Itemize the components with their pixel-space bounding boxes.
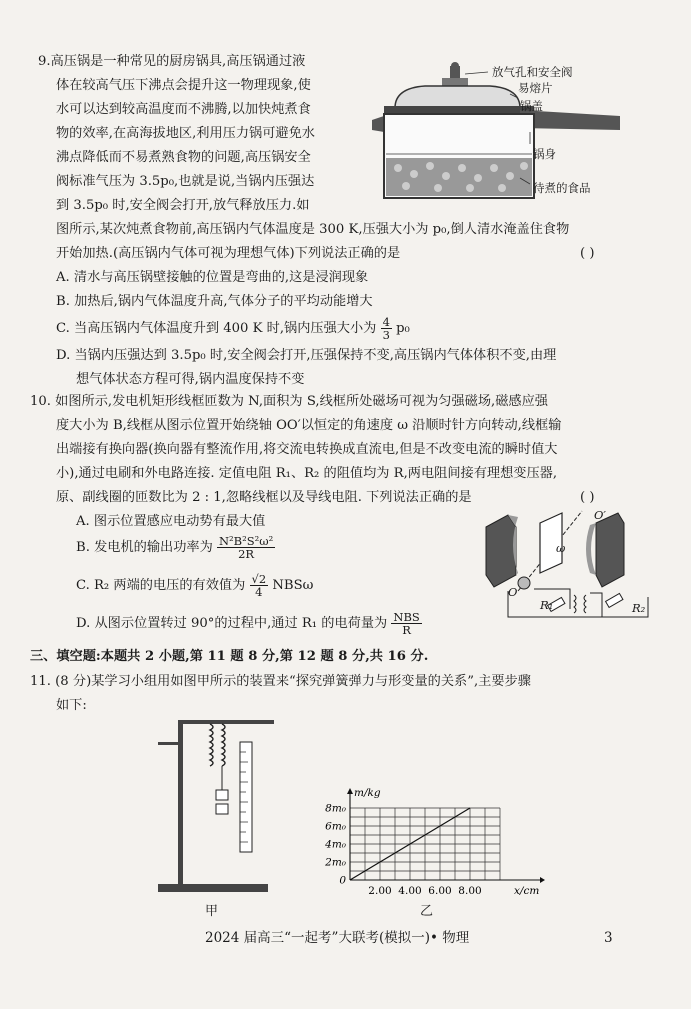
resistor-r2-shape (606, 593, 623, 607)
hook-mass-shape (216, 790, 228, 800)
q10-option-b-fraction (217, 535, 275, 560)
q11-line-1: 11. (8 分)某学习小组用如图甲所示的装置来“探究弹簧弹力与形变量的关系”,主要步骤 (30, 674, 531, 689)
x-tick-label: 6.00 (428, 885, 452, 897)
q10-option-c (76, 573, 313, 598)
x-axis-label: x/cm (514, 885, 540, 897)
y-tick-label: 8m₀ (325, 802, 346, 815)
q10-line-3: 出端接有换向器(换向器有整流作用,将交流电转换成直流电,但是不改变电流的瞬时值大 (56, 442, 558, 457)
label-food: 待煮的食品 (533, 181, 591, 195)
y-tick-label: 6m₀ (325, 820, 346, 833)
spring-apparatus-figure (150, 712, 280, 898)
q9-line-7: 到 3.5p₀ 时,安全阀会打开,放气释放压力.如 (56, 198, 310, 213)
q10-answer-blank: ( ) (580, 490, 595, 505)
q9-option-c-text: C. 当高压锅内气体温度升到 400 K 时,锅内压强大小为 (56, 321, 377, 337)
q10-line-4: 小),通过电刷和外电路连接. 定值电阻 R₁、R₂ 的阻值均为 R,两电阻间接有理想变压器, (56, 466, 558, 481)
q9-line-5: 沸点降低而不易煮熟食物的问题,高压锅安全 (56, 150, 311, 165)
q11-line-2: 如下: (56, 698, 87, 713)
caption-yi: 乙 (420, 904, 434, 919)
q10-option-c-text: C. R₂ 两端的电压的有效值为 (76, 578, 246, 594)
label-o-prime: O′ (594, 508, 607, 522)
left-magnet-shape (486, 515, 516, 587)
q9-line-2: 体在较高气压下沸点会提升这一物理现象,使 (56, 78, 311, 93)
q10-option-a: A. 图示位置感应电动势有最大值 (76, 514, 266, 529)
generator-figure (478, 505, 650, 625)
q9-line-9: 开始加热.(高压锅内气体可视为理想气体)下列说法正确的是 (56, 246, 401, 261)
chart-yi (300, 786, 545, 904)
y-tick-label: 4m₀ (325, 838, 346, 851)
chart-axes (347, 788, 545, 883)
q10-option-c-fraction (250, 573, 269, 598)
q9-line-4: 物的效率,在高海拔地区,利用压力锅可避免水 (56, 126, 315, 141)
q9-option-b: B. 加热后,锅内气体温度升高,气体分子的平均动能增大 (56, 294, 373, 309)
q10-option-b-den: 2R (238, 547, 255, 562)
page-number: 3 (604, 930, 613, 946)
commutator-shape (518, 577, 530, 589)
label-lid: 锅盖 (520, 99, 543, 113)
q10-option-d-text: D. 从图示位置转过 90°的过程中,通过 R₁ 的电荷量为 (76, 616, 388, 632)
label-omega: ω (556, 541, 566, 555)
q10-option-d-den: R (402, 623, 411, 638)
q10-option-b (76, 535, 275, 560)
q9-option-c (56, 316, 410, 341)
caption-jia: 甲 (205, 904, 219, 919)
q10-line-1: 10. 如图所示,发电机矩形线框匝数为 N,面积为 S,线框所处磁场可视为匀强磁场,磁感应强 (30, 394, 548, 409)
y-axis-label: m/kg (354, 787, 381, 799)
q10-option-c-num: √2 (251, 572, 267, 586)
y-axis-arrow (347, 788, 353, 794)
x-tick-label: 8.00 (458, 885, 482, 897)
q9-option-d-line-2: 想气体状态方程可得,锅内温度保持不变 (76, 372, 305, 387)
q9-option-c-den: 3 (382, 328, 390, 343)
q9-line-6: 阀标准气压为 3.5p₀,也就是说,当锅内压强达 (56, 174, 315, 189)
y-tick-label: 2m₀ (325, 856, 346, 869)
lid-shape (395, 86, 520, 108)
x-axis-arrow (540, 877, 545, 883)
q10-option-b-num: N²B²S²ω² (218, 534, 274, 548)
q9-option-c-unit: p₀ (396, 321, 410, 337)
spring-left-shape (210, 724, 213, 766)
q9-option-c-num: 4 (382, 315, 390, 329)
q10-option-b-text: B. 发电机的输出功率为 (76, 540, 213, 556)
label-o: O (508, 585, 518, 599)
x-tick-label: 2.00 (368, 885, 392, 897)
spring-right-shape (222, 724, 225, 766)
section-3-title: 三、填空题:本题共 2 小题,第 11 题 8 分,第 12 题 8 分,共 16 分. (30, 649, 429, 664)
label-r1: R₁ (540, 598, 554, 612)
q10-option-d-fraction (391, 611, 421, 636)
chart-grid (350, 808, 500, 880)
q10-line-5: 原、副线圈的匝数比为 2 : 1,忽略线框以及导线电阻. 下列说法正确的是 (56, 490, 472, 505)
q9-answer-blank: ( ) (580, 246, 595, 261)
q9-line-8: 图所示,某次炖煮食物前,高压锅内气体温度是 300 K,压强大小为 p₀,倒人清水淹盖住食物 (56, 222, 570, 237)
q9-line-3: 水可以达到较高温度而不沸腾,以加快炖煮食 (56, 102, 311, 117)
q9-option-c-fraction (381, 316, 392, 341)
ruler-shape (240, 742, 252, 852)
label-fuse: 易熔片 (518, 81, 553, 95)
label-r2: R₂ (632, 601, 646, 615)
base-shape (158, 884, 268, 892)
y-tick-label: 0 (339, 874, 346, 887)
q9-line-1: 9.高压锅是一种常见的厨房锅具,高压锅通过液 (38, 54, 306, 69)
x-tick-label: 4.00 (398, 885, 422, 897)
label-valve: 放气孔和安全阀 (492, 65, 573, 79)
q10-line-2: 度大小为 B,线框从图示位置开始绕轴 OO′以恒定的角速度 ω 沿顺时针方向转动,线框输 (56, 418, 562, 433)
q9-option-d-line-1: D. 当锅内压强达到 3.5p₀ 时,安全阀会打开,压强保持不变,高压锅内气体体积不变,由理 (56, 348, 557, 363)
q10-option-c-unit: NBSω (272, 578, 314, 594)
q10-option-d (76, 611, 422, 636)
q10-option-c-den: 4 (255, 585, 263, 600)
q10-option-d-num: NBS (393, 610, 420, 624)
label-pot-body: 锅身 (533, 147, 556, 161)
q9-option-a: A. 清水与高压锅壁接触的位置是弯曲的,这是浸润现象 (56, 270, 369, 285)
footer-title: 2024 届高三“一起考”大联考(模拟一)• 物理 (205, 930, 470, 946)
